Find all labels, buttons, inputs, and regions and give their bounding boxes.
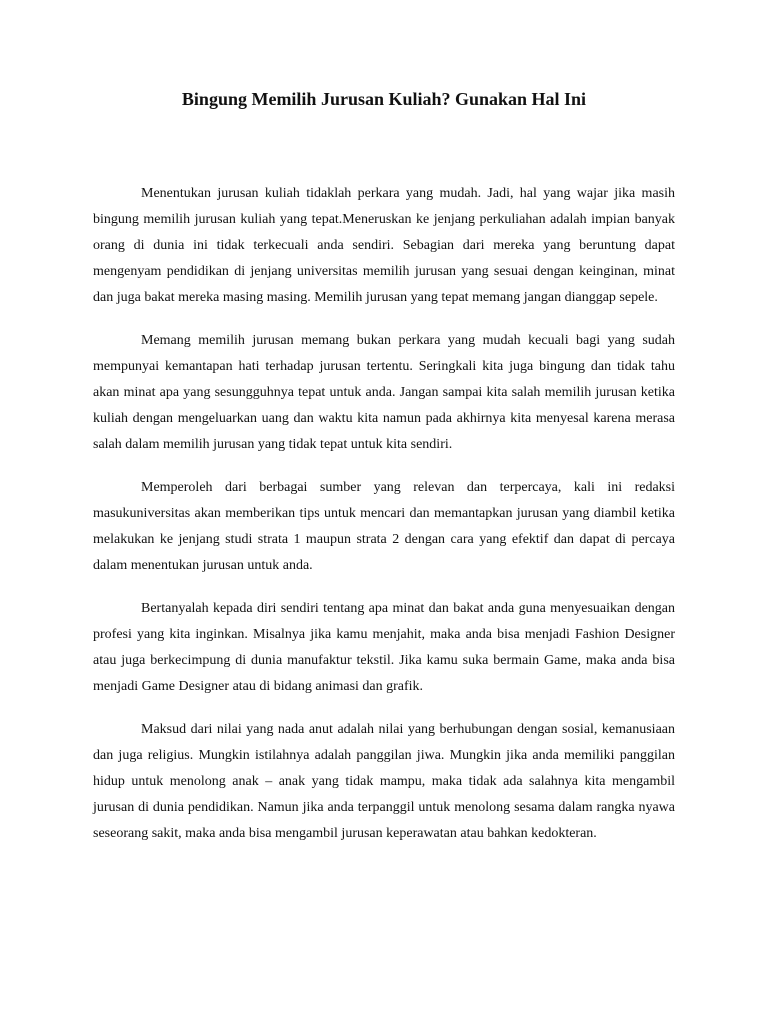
paragraph-1: Menentukan jurusan kuliah tidaklah perkara yang mudah. Jadi, hal yang wajar jika masih bingung memilih jurusan kuliah yang tepat.Meneruskan ke jenjang perkuliahan adalah impian banyak orang di dunia ini tidak terkecuali anda sendiri. Sebagian dari mereka yang beruntung dapat mengenyam pendidikan di jenjang universitas memilih jurusan yang sesuai dengan keinginan, minat dan juga bakat mereka masing masing. Memilih jurusan yang tepat memang jangan dianggap sepele. xyxy=(93,186,675,305)
paragraph-3: Memperoleh dari berbagai sumber yang relevan dan terpercaya, kali ini redaksi masukuniversitas akan memberikan tips untuk mencari dan memantapkan jurusan yang diambil ketika melakukan ke jenjang studi strata 1 maupun strata 2 dengan cara yang efektif dan dapat di percaya dalam menentukan jurusan untuk anda. xyxy=(93,480,675,573)
document-body xyxy=(93,181,675,864)
paragraph-2: Memang memilih jurusan memang bukan perkara yang mudah kecuali bagi yang sudah mempunyai kemantapan hati terhadap jurusan tertentu. Seringkali kita juga bingung dan tidak tahu akan minat apa yang sesungguhnya tepat untuk anda. Jangan sampai kita salah memilih jurusan ketika kuliah dengan mengeluarkan uang dan waktu kita namun pada akhirnya kita menyesal karena merasa salah dalam memilih jurusan yang tidak tepat untuk kita sendiri. xyxy=(93,333,675,452)
paragraph-4: Bertanyalah kepada diri sendiri tentang apa minat dan bakat anda guna menyesuaikan dengan profesi yang kita inginkan. Misalnya jika kamu menjahit, maka anda bisa menjadi Fashion Designer atau juga berkecimpung di dunia manufaktur tekstil. Jika kamu suka bermain Game, maka anda bisa menjadi Game Designer atau di bidang animasi dan grafik. xyxy=(93,601,675,694)
document-title: Bingung Memilih Jurusan Kuliah? Gunakan Hal Ini xyxy=(181,89,587,109)
paragraph-5: Maksud dari nilai yang nada anut adalah nilai yang berhubungan dengan sosial, kemanusiaan dan juga religius. Mungkin istilahnya adalah panggilan jiwa. Mungkin jika anda memiliki panggilan hidup untuk menolong anak – anak yang tidak mampu, maka tidak ada salahnya kita mengambil jurusan di dunia pendidikan. Namun jika anda terpanggil untuk menolong sesama dalam rangka nyawa seseorang sakit, maka anda bisa mengambil jurusan keperawatan atau bahkan kedokteran. xyxy=(93,722,675,841)
